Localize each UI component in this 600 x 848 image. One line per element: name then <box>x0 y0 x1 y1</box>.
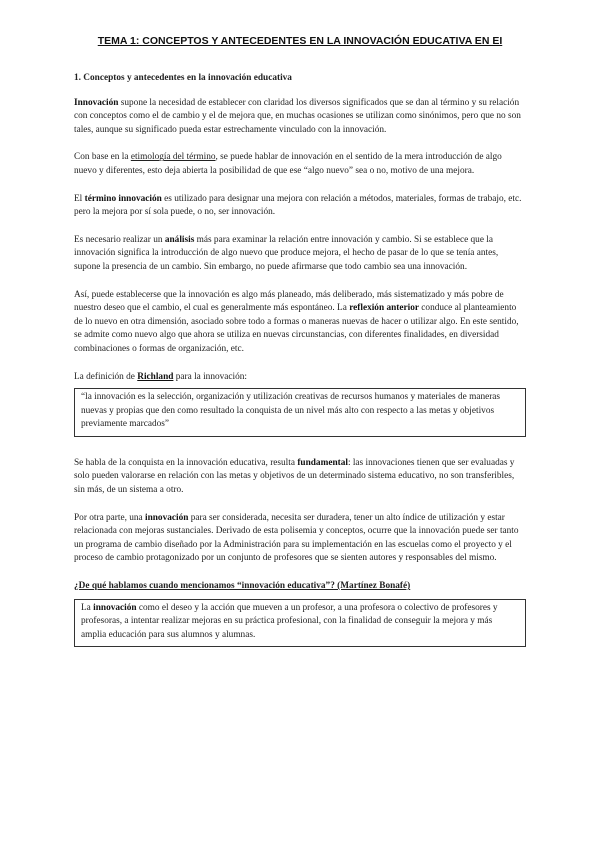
section-heading: 1. Conceptos y antecedentes en la innovación educativa <box>74 73 292 83</box>
paragraph-innovacion: Innovación supone la necesidad de establecer con claridad los diversos significados que se dan al término y su relación con conceptos como el de cambio y el de mejora que, en muchas ocasiones se utilizan como sinónimos, pero que no son tales, aunque su significado pueda estar estrechamente vinculado con la innovación. <box>74 97 521 135</box>
martinez-heading: ¿De qué hablamos cuando mencionamos “innovación educativa”? (Martínez Bonafé) <box>74 581 411 592</box>
term-innovacion-2: innovación <box>145 512 189 523</box>
term-analisis: análisis <box>164 234 195 245</box>
richland-name: Richland <box>137 371 174 382</box>
document-body <box>74 72 526 667</box>
paragraph-termino: El término innovación es utilizado para designar una mejora con relación a métodos, materiales, formas de trabajo, etc. pero la mejora por sí sola puede, o no, ser innovación. <box>74 193 522 218</box>
richland-quote: “la innovación es la selección, organización y utilización creativas de recursos humanos y materiales de maneras nuevas y propias que den como resultado la conquista de un nivel más alto con respecto a las metas y objetivos previamente marcados” <box>81 392 501 430</box>
term-termino-innovacion: término innovación <box>84 193 162 204</box>
term-innovacion-3: innovación <box>93 602 137 613</box>
term-reflexion: reflexión anterior <box>349 303 419 314</box>
term-fundamental: fundamental <box>297 457 348 468</box>
term-innovacion: Innovación <box>74 97 119 108</box>
paragraph-etimologia: Con base en la etimología del término, se puede hablar de innovación en el sentido de la mera introducción de algo nuevo y diferentes, esto deja abierta la posibilidad de que ese “algo nuevo” sea o no, motivo de una mejora. <box>74 152 502 176</box>
document-title: TEMA 1: CONCEPTOS Y ANTECEDENTES EN LA INNOVACIÓN EDUCATIVA EN EI <box>97 35 503 47</box>
paragraph-analisis: Es necesario realizar un análisis más para examinar la relación entre innovación y cambio. Si se establece que la innovación significa la introducción de algo nuevo que produce mejora, el hecho de pasar de lo que se tenía antes, supone la presencia de un cambio. Sin embargo, no puede afirmarse que todo cambio sea una innovación. <box>74 234 499 272</box>
paragraph-reflexion: Así, puede establecerse que la innovación es algo más planeado, más deliberado, más sistematizado y más pobre de nuestro deseo que el cambio, el cual es generalmente más espontáneo. La reflexión anterior conduce al planteamiento de lo nuevo en otra dimensión, asociado sobre todo a formas o maneras nuevas de hacer o utilizar algo. En este sentido, se admite como nuevo algo que ahora se utiliza en nuevas circunstancias, con diferentes finalidades, en diversidad combinaciones o formas de organización, etc. <box>74 289 519 354</box>
etimologia-link: etimología del término <box>130 152 216 163</box>
paragraph-fundamental: Se habla de la conquista en la innovación educativa, resulta fundamental: las innovaciones tienen que ser evaluadas y solo pueden valorarse en relación con las metas y objetivos de un determinado sistema educativo, no son transferibles, sin más, de un sistema a otro. <box>74 457 515 496</box>
richland-intro: La definición de Richland para la innovación: <box>74 371 247 382</box>
richland-quote-box <box>74 388 526 437</box>
martinez-box: La innovación como el deseo y la acción que mueven a un profesor, a una profesora o colectivo de profesores y profesoras, a intentar realizar mejoras en su práctica profesional, con la finalidad de conseguir la mejora y más amplia educación para sus alumnos y alumnas. <box>74 599 526 648</box>
paragraph-duradera: Por otra parte, una innovación para ser considerada, necesita ser duradera, tener un alto índice de utilización y estar relacionada con mejoras sustanciales. Derivado de esta polisemia y conceptos, ocurre que la innovación puede ser tanto un programa de cambio diseñado por la Administración para su implementación en las escuelas como el proyecto y el proceso de cambio protagonizado por un conjunto de profesores que se sienten autores y responsables del mismo. <box>74 512 519 564</box>
